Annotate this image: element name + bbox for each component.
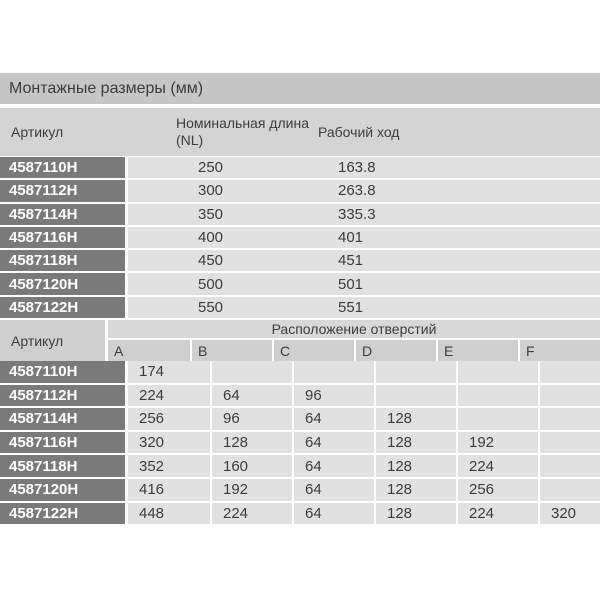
article-cell: 4587114H (0, 204, 128, 225)
nominal-length-cell: 550 (198, 298, 224, 316)
article-cell: 4587118H (0, 455, 128, 477)
table-row (0, 180, 600, 203)
table-row (0, 227, 600, 250)
nominal-length-cell: 450 (198, 252, 224, 270)
hole-column-header: A (114, 342, 124, 359)
hole-value-cell (292, 361, 374, 383)
table-row (0, 204, 600, 227)
hole-value-cell (538, 479, 600, 501)
table-row (0, 408, 600, 432)
hole-value-cell: 128 (210, 432, 292, 454)
hole-value-cell: 256 (139, 410, 165, 428)
hole-value-cell: 224 (456, 503, 538, 525)
holes-header-right (108, 320, 600, 361)
hole-value-cell (538, 361, 600, 383)
nominal-length-cell: 300 (198, 182, 224, 200)
article-cell: 4587116H (0, 432, 128, 454)
hole-value-cell (374, 385, 456, 407)
hole-column-header: D (354, 340, 436, 361)
holes-group-header: Расположение отверстий (108, 320, 600, 338)
article-cell: 4587122H (0, 297, 128, 318)
hole-column-header: E (436, 340, 518, 361)
hole-value-cell (538, 455, 600, 477)
hole-value-cell: 224 (456, 455, 538, 477)
table-row (0, 432, 600, 456)
hole-column-header: C (272, 340, 354, 361)
hole-value-cell (538, 408, 600, 430)
holes-table (0, 320, 600, 526)
table-row (0, 250, 600, 273)
table-row (0, 297, 600, 320)
hole-value-cell: 320 (139, 434, 165, 452)
nominal-length-cell: 250 (198, 159, 224, 177)
hole-value-cell (538, 385, 600, 407)
nominal-length-cell: 400 (198, 229, 224, 247)
nominal-length-column-header: Номинальная длина (NL) (176, 114, 309, 148)
hole-value-cell (456, 385, 538, 407)
table-row (0, 479, 600, 503)
article-cell: 4587120H (0, 273, 128, 294)
article-cell: 4587118H (0, 250, 128, 271)
dimensions-table (0, 108, 600, 320)
table-row (0, 273, 600, 296)
holes-table-body (0, 361, 600, 526)
article-cell: 4587116H (0, 227, 128, 248)
dimensions-table-body (0, 157, 600, 320)
hole-value-cell: 224 (139, 386, 165, 404)
article-cell: 4587122H (0, 503, 128, 525)
nominal-length-cell: 350 (198, 205, 224, 223)
hole-column-header: B (190, 340, 272, 361)
hole-value-cell (456, 408, 538, 430)
nominal-length-cell: 500 (198, 275, 224, 293)
hole-value-cell: 128 (374, 408, 456, 430)
working-stroke-cell: 501 (338, 275, 364, 293)
working-stroke-column-header: Рабочий ход (318, 124, 400, 140)
working-stroke-cell: 551 (338, 298, 364, 316)
hole-value-cell: 160 (210, 455, 292, 477)
table-row (0, 503, 600, 527)
hole-value-cell: 128 (374, 455, 456, 477)
hole-value-cell: 64 (292, 479, 374, 501)
hole-value-cell: 174 (139, 363, 165, 381)
hole-value-cell: 96 (210, 408, 292, 430)
working-stroke-cell: 401 (338, 229, 364, 247)
hole-value-cell (456, 361, 538, 383)
hole-value-cell: 64 (292, 503, 374, 525)
hole-value-cell: 64 (210, 385, 292, 407)
hole-value-cell: 128 (374, 503, 456, 525)
hole-value-cell: 256 (456, 479, 538, 501)
hole-value-cell: 224 (210, 503, 292, 525)
working-stroke-cell: 163.8 (338, 159, 376, 177)
hole-value-cell: 448 (139, 504, 165, 522)
section-title-bar (0, 73, 600, 104)
working-stroke-cell: 335.3 (338, 205, 376, 223)
table-row (0, 385, 600, 409)
hole-value-cell: 416 (139, 481, 165, 499)
holes-table-header (0, 320, 600, 361)
table-row (0, 157, 600, 180)
hole-value-cell: 128 (374, 479, 456, 501)
table-row (0, 361, 600, 385)
hole-value-cell: 128 (374, 432, 456, 454)
article-column-header: Артикул (0, 320, 108, 361)
hole-value-cell: 64 (292, 455, 374, 477)
dimensions-table-header (0, 108, 600, 157)
hole-value-cell: 320 (538, 503, 600, 525)
hole-value-cell (210, 361, 292, 383)
hole-column-header: F (518, 340, 600, 361)
section-title: Монтажные размеры (мм) (9, 79, 204, 97)
working-stroke-cell: 451 (338, 252, 364, 270)
hole-value-cell: 64 (292, 408, 374, 430)
article-cell: 4587120H (0, 479, 128, 501)
hole-value-cell: 96 (292, 385, 374, 407)
hole-value-cell (538, 432, 600, 454)
table-row (0, 455, 600, 479)
article-cell: 4587110H (0, 157, 128, 178)
article-cell: 4587114H (0, 408, 128, 430)
article-cell: 4587112H (0, 385, 128, 407)
article-column-header: Артикул (11, 124, 64, 140)
working-stroke-cell: 263.8 (338, 182, 376, 200)
hole-value-cell (374, 361, 456, 383)
hole-value-cell: 352 (139, 457, 165, 475)
hole-value-cell: 192 (456, 432, 538, 454)
article-cell: 4587110H (0, 361, 128, 383)
article-cell: 4587112H (0, 180, 128, 201)
hole-value-cell: 192 (210, 479, 292, 501)
holes-columns-header (108, 338, 600, 361)
hole-value-cell: 64 (292, 432, 374, 454)
